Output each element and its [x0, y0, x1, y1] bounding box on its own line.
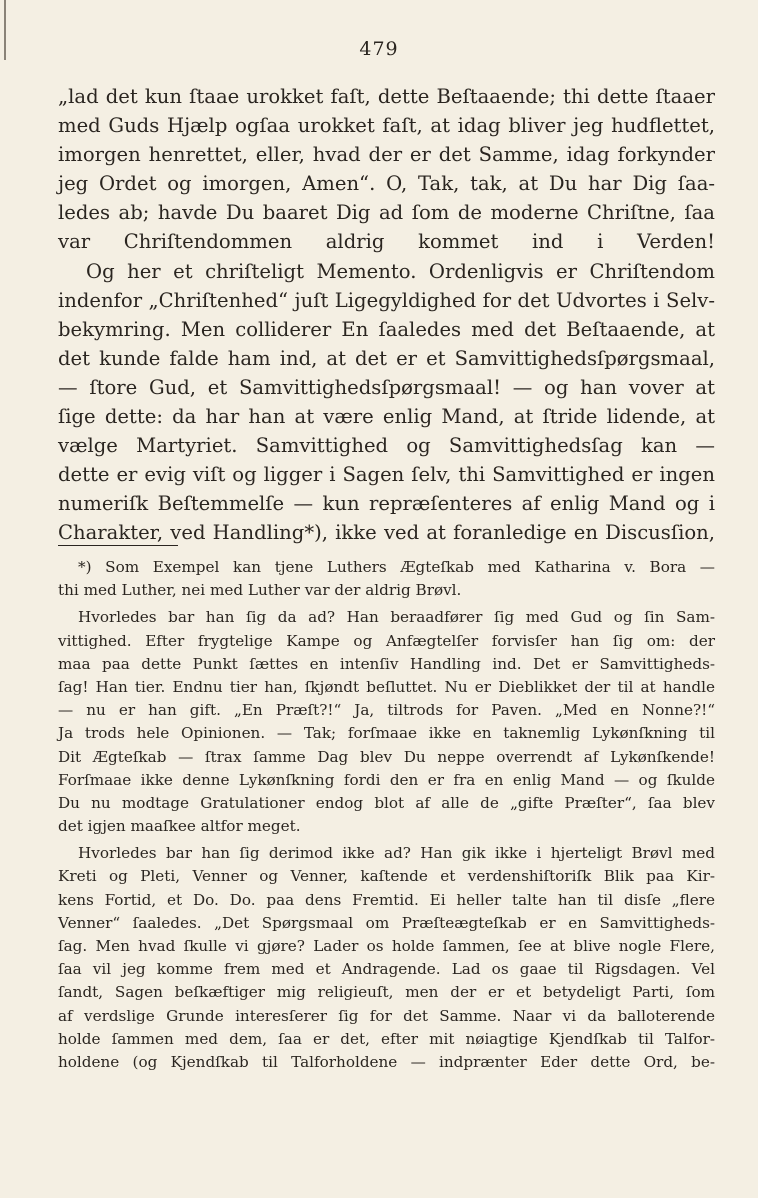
text-line: Charakter, ved Handling*), ikke ved at foranledige en Discusſion, — [58, 521, 715, 545]
footnote-line: *) Som Exempel kan tjene Luthers Ægteſkab med Katharina v. Bora — — [78, 558, 715, 576]
footnote-line: maa paa dette Punkt ſættes en intenſiv Handling ind. Det er Samvittigheds- — [58, 654, 715, 673]
footnote-line: Hvorledes bar han ſig derimod ikke ad? Han gik ikke i hjerteligt Brøvl med — [78, 844, 715, 863]
footnote-line: af verdslige Grunde interesſerer ſig for det Samme. Naar vi da balloterende — [58, 1006, 715, 1025]
footnote-line: Venner“ ſaaledes. „Det Spørgsmaal om Præſteægteſkab er en Samvittigheds- — [58, 913, 715, 932]
text-line: — ſtore Gud, et Samvittighedsſpørgsmaal! — og han vover at — [58, 375, 715, 399]
footnote-line: Du nu modtage Gratulationer endog blot af alle de „gifte Præſter“, ſaa blev — [58, 793, 715, 812]
footnote-line: ſaa vil jeg komme frem med et Andragende. Lad os gaae til Rigsdagen. Vel — [58, 960, 715, 979]
footnote-line: kens Fortid, et Do. Do. paa dens Fremtid. Ei heller talte han til disſe „flere — [58, 890, 715, 909]
footnote-line: — nu er han gift. „En Præſt?!“ Ja, tiltrods for Paven. „Med en Nonne?!“ — [58, 701, 715, 720]
text-line: Og her et chriſteligt Memento. Ordenligvis er Chriſtendom — [86, 259, 715, 283]
text-line: dette er evig viſt og ligger i Sagen ſelv, thi Samvittighed er ingen — [58, 463, 715, 487]
text-line: numeriſk Beſtemmelſe — kun repræſenteres af enlig Mand og i — [58, 492, 715, 516]
footnote-line: vittighed. Efter frygtelige Kampe og Anfægtelſer forvisſer han ſig om: der — [58, 631, 715, 650]
footnote-line: holde ſammen med dem, ſaa er det, efter mit nøiagtige Kjendſkab til Talfor- — [58, 1029, 715, 1048]
footnote-line: Hvorledes bar han ſig da ad? Han beraadfører ſig med Gud og ſin Sam- — [78, 608, 715, 627]
footnote-line: ſag. Men hvad ſkulle vi gjøre? Lader os holde ſammen, ſee at blive nogle Flere, — [58, 937, 715, 955]
footnote-separator — [58, 545, 178, 546]
text-line: imorgen henrettet, eller, hvad der er det Samme, idag forkynder — [58, 143, 715, 167]
footnote-line: Kreti og Pleti, Venner og Venner, kaſtende et verdenshiſtoriſk Blik paa Kir- — [58, 867, 715, 886]
footnote-line: thi med Luther, nei med Luther var der aldrig Brøvl. — [58, 581, 462, 600]
footnote-line: holdene (og Kjendſkab til Talforholdene — indprænter Eder dette Ord, be- — [58, 1052, 715, 1071]
footnotes-block — [58, 556, 715, 1074]
footnote-line: ſag! Han tier. Endnu tier han, ſkjøndt beſluttet. Nu er Dieblikket der til at handle — [58, 677, 715, 696]
main-text-body — [58, 82, 715, 548]
text-line: det kunde falde ham ind, at det er et Samvittighedsſpørgsmaal, — [58, 346, 715, 370]
text-line: „lad det kun ſtaae urokket faſt, dette Beſtaaende; thi dette ſtaaer — [58, 85, 715, 108]
text-line: var Chriſtendommen aldrig kommet ind i Verden! — [58, 230, 715, 254]
footnote-line: Ja trods hele Opinionen. — Tak; forſmaae ikke en taknemlig Lykønſkning til — [58, 724, 715, 743]
text-line: jeg Ordet og imorgen, Amen“. O, Tak, tak, at Du har Dig ſaa- — [58, 172, 715, 196]
text-line: ſige dette: da har han at være enlig Mand, at ſtride lidende, at — [58, 405, 715, 429]
page-number: 479 — [359, 38, 399, 60]
footnote-line: Dit Ægteſkab — ſtrax ſamme Dag blev Du neppe overrendt af Lykønſkende! — [58, 747, 715, 766]
footnote-line: det igjen maaſkee altfor meget. — [58, 817, 301, 836]
footnote-line: ſandt, Sagen beſkæftiger mig religieuſt, men der er et betydeligt Parti, ſom — [58, 983, 715, 1002]
text-line: ledes ab; havde Du baaret Dig ad ſom de moderne Chriſtne, ſaa — [58, 201, 715, 225]
text-line: med Guds Hjælp ogſaa urokket faſt, at idag bliver jeg hudflettet, — [58, 114, 715, 138]
footnote-line: Forſmaae ikke denne Lykønſkning fordi den er fra en enlig Mand — og ſkulde — [58, 770, 715, 789]
text-line: vælge Martyriet. Samvittighed og Samvittighedsſag kan — — [58, 434, 715, 458]
text-line: bekymring. Men colliderer En ſaaledes med det Beſtaaende, at — [58, 317, 715, 341]
text-line: indenfor „Chriſtenhed“ juſt Ligegyldighed for det Udvortes i Selv- — [58, 288, 715, 312]
